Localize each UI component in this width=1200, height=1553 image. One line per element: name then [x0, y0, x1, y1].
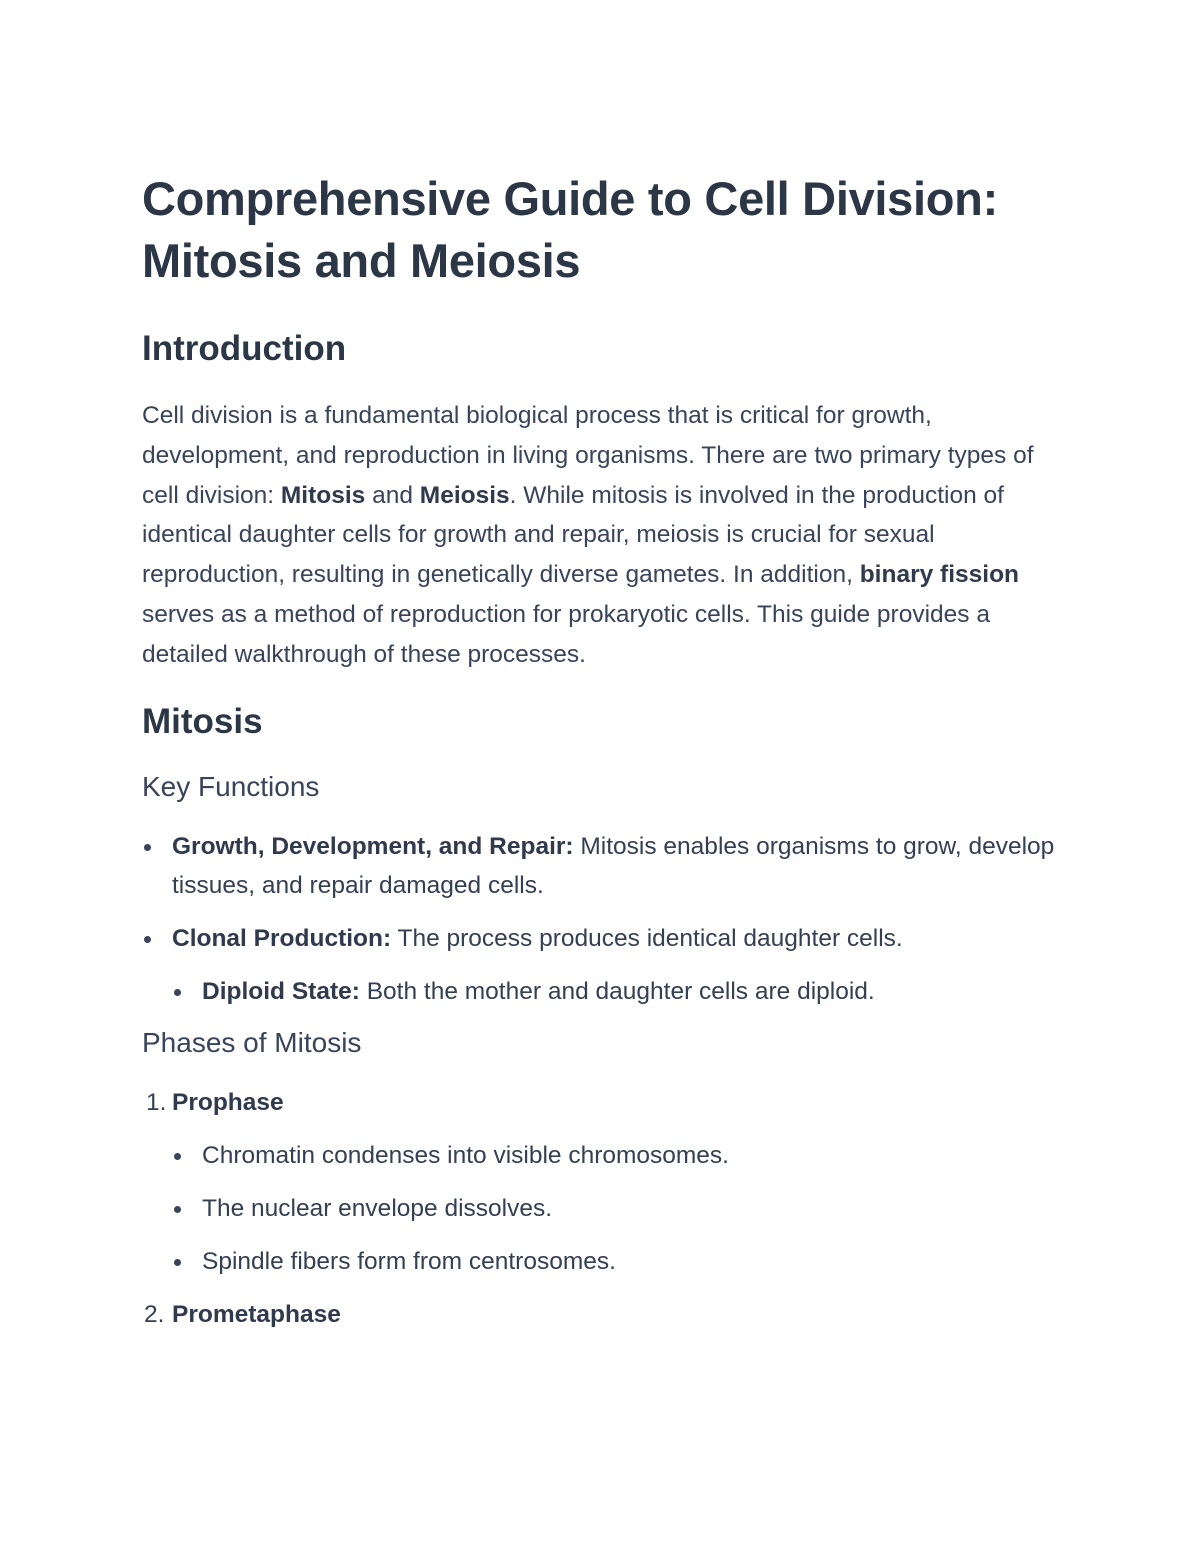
sub-list-item: [142, 972, 1062, 1011]
key-functions-list: [142, 827, 1062, 1011]
page-title: Comprehensive Guide to Cell Division: Mitosis and Meiosis: [142, 172, 998, 287]
subsection-heading-phases: Phases of Mitosis: [142, 1026, 362, 1058]
intro-text: serves as a method of reproduction for prokaryotic cells. This guide provides a detailed walkthrough of these processes.: [142, 600, 990, 668]
list-item: [142, 919, 1062, 958]
phase-number: 2.: [144, 1300, 165, 1328]
list-item-text: Chromatin condenses into visible chromosomes.: [202, 1141, 729, 1169]
phase-item-prophase: [142, 1083, 1062, 1122]
bullet-icon: [174, 989, 181, 996]
phase-name: Prophase: [172, 1088, 284, 1116]
intro-bold-mitosis: Mitosis: [280, 481, 366, 509]
phase-name: Prometaphase: [172, 1300, 341, 1328]
section-heading-introduction: Introduction: [142, 329, 347, 368]
list-item-text: Spindle fibers form from centrosomes.: [202, 1247, 616, 1275]
document-page: [142, 168, 1062, 1348]
sub-list-item: [142, 1136, 1062, 1175]
intro-bold-binary-fission: binary fission: [859, 561, 1020, 589]
list-item-label: Growth, Development, and Repair:: [172, 832, 574, 860]
list-item-label: Clonal Production:: [172, 924, 392, 952]
intro-text: . While mitosis is involved in the production of identical daughter cells for growth and repair, meiosis is crucial for sexual reproduction, resulting in genetically diverse gametes. In addition,: [142, 481, 1004, 589]
sub-list-item: [142, 1242, 1062, 1281]
intro-paragraph: [142, 396, 1062, 675]
bullet-icon: [144, 936, 151, 943]
list-item-text: Mitosis enables organisms to grow, develop tissues, and repair damaged cells.: [172, 832, 1055, 899]
list-item-text: The process produces identical daughter cells.: [391, 924, 903, 952]
bullet-icon: [174, 1153, 181, 1160]
phases-list: [142, 1083, 1062, 1334]
intro-text: and: [365, 481, 420, 509]
bullet-icon: [144, 844, 151, 851]
intro-bold-meiosis: Meiosis: [419, 481, 510, 509]
intro-text: Cell division is a fundamental biological process that is critical for growth, development, and reproduction in living organisms. There are two primary types of cell division:: [142, 402, 1034, 509]
subsection-heading-key-functions: Key Functions: [142, 770, 320, 802]
phase-item-prometaphase: [142, 1295, 1062, 1334]
list-item: [142, 827, 1062, 905]
bullet-icon: [174, 1206, 181, 1213]
bullet-icon: [174, 1259, 181, 1266]
sub-list-item: [142, 1189, 1062, 1228]
list-item-text: The nuclear envelope dissolves.: [202, 1194, 553, 1222]
section-heading-mitosis: Mitosis: [142, 701, 263, 741]
list-item-text: Both the mother and daughter cells are diploid.: [359, 977, 875, 1005]
list-item-label: Diploid State:: [202, 977, 360, 1005]
phase-number: 1.: [146, 1088, 167, 1116]
